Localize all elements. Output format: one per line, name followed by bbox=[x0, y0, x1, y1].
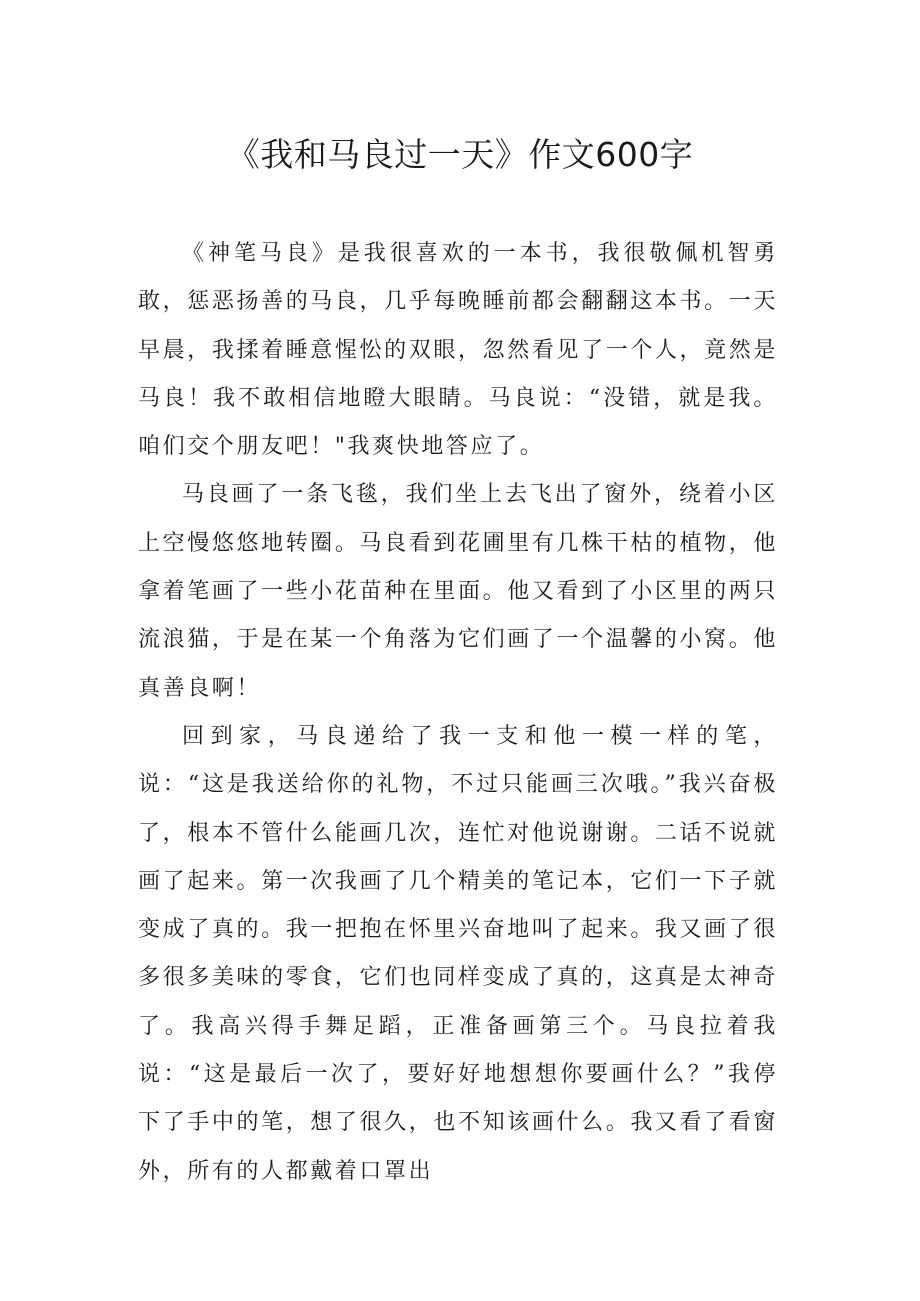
document-body bbox=[138, 230, 778, 1196]
paragraph-1: 《神笔马良》是我很喜欢的一本书，我很敬佩机智勇敢，惩恶扬善的马良，几乎每晚睡前都会翻翻这本书。一天早晨，我揉着睡意惺忪的双眼，忽然看见了一个人，竟然是马良！我不敢相信地瞪大眼睛。马良说：“没错，就是我。咱们交个朋友吧！"我爽快地答应了。 bbox=[138, 241, 778, 460]
paragraph-3: 回到家，马良递给了我一支和他一模一样的笔，说：“这是我送给你的礼物，不过只能画三次哦。”我兴奋极了，根本不管什么能画几次，连忙对他说谢谢。二话不说就画了起来。第一次我画了几个精美的笔记本，它们一下子就变成了真的。我一把抱在怀里兴奋地叫了起来。我又画了很多很多美味的零食，它们也同样变成了真的，这真是太神奇了。我高兴得手舞足蹈，正准备画第三个。马良拉着我说：“这是最后一次了，要好好地想想你要画什么？”我停下了手中的笔，想了很久，也不知该画什么。我又看了看窗外，所有的人都戴着口罩出 bbox=[138, 723, 778, 1184]
paragraph-2: 马良画了一条飞毯，我们坐上去飞出了窗外，绕着小区上空慢悠悠地转圈。马良看到花圃里有几株干枯的植物，他拿着笔画了一些小花苗种在里面。他又看到了小区里的两只流浪猫，于是在某一个角落为它们画了一个温馨的小窝。他真善良啊！ bbox=[138, 482, 778, 701]
document-title: 《我和马良过一天》作文600字 bbox=[226, 135, 694, 174]
